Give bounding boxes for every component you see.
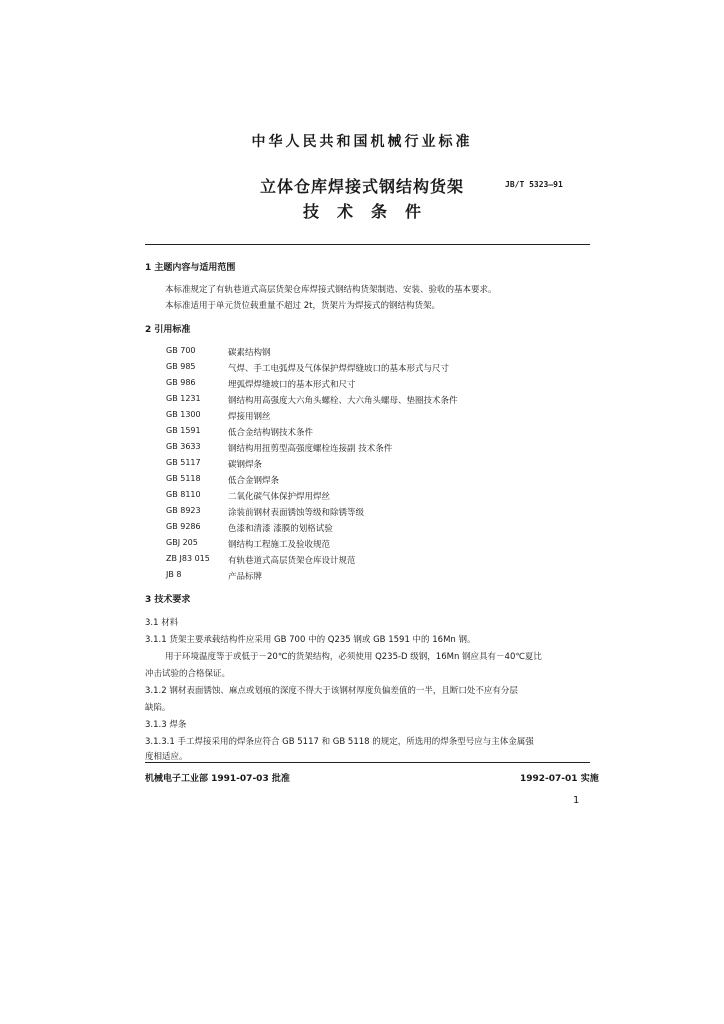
clause-3-1-1-line-2: 用于环境温度等于或低于－20℃的货架结构，必须使用 Q235-D 级钢，16Mn 钢应具有－40℃夏比 [165, 652, 542, 662]
ref-name: 埋弧焊焊缝坡口的基本形式和尺寸 [228, 380, 356, 390]
ref-name: 产品标牌 [228, 572, 263, 582]
standard-number: JB/T 5323—91 [505, 180, 563, 189]
section-3-heading: 3 技术要求 [145, 595, 191, 605]
section-1-paragraph-1: 本标准规定了有轨巷道式高层货架仓库焊接式钢结构货架制造、安装、验收的基本要求。 [165, 285, 497, 295]
ref-name: 涂装前钢材表面锈蚀等级和除锈等级 [228, 508, 365, 518]
issuing-organization: 中华人民共和国机械行业标准 [251, 134, 473, 150]
ref-name: 二氧化碳气体保护焊用焊丝 [228, 492, 331, 502]
ref-code: GB 986 [166, 378, 196, 387]
subsection-3-1-3-heading: 3.1.3 焊条 [145, 720, 187, 730]
ref-name: 色漆和清漆 漆膜的划格试验 [228, 524, 333, 534]
subsection-3-1-heading: 3.1 材料 [145, 618, 179, 628]
clause-3-1-1-line-3: 冲击试验的合格保证。 [145, 669, 231, 679]
ref-code: GB 3633 [166, 442, 201, 451]
section-1-paragraph-2: 本标准适用于单元货位载重量不超过 2t，货架片为焊接式的钢结构货架。 [165, 301, 440, 311]
section-2-heading: 2 引用标准 [145, 325, 191, 335]
ref-name: 碳钢焊条 [228, 460, 263, 470]
clause-3-1-1-line-1: 3.1.1 货架主要承载结构件应采用 GB 700 中的 Q235 钢或 GB 1591 中的 16Mn 钢。 [145, 635, 476, 645]
clause-3-1-2-line-1: 3.1.2 钢材表面锈蚀、麻点或划痕的深度不得大于该钢材厚度负偏差值的一半，且断口处不应有分层 [145, 686, 518, 696]
ref-code: GBJ 205 [166, 538, 198, 547]
standard-title-line1: 立体仓库焊接式钢结构货架 [259, 177, 464, 196]
ref-name: 碳素结构钢 [228, 348, 271, 358]
ref-name: 低合金钢焊条 [228, 476, 280, 486]
ref-code: GB 9286 [166, 522, 201, 531]
ref-code: GB 8923 [166, 506, 201, 515]
ref-code: GB 1591 [166, 426, 201, 435]
section-1-heading: 1 主题内容与适用范围 [145, 263, 236, 273]
ref-code: GB 700 [166, 346, 196, 355]
ref-name: 气焊、手工电弧焊及气体保护焊焊缝坡口的基本形式与尺寸 [228, 364, 450, 374]
standard-title-line2: 技术条件 [302, 202, 439, 221]
ref-name: 有轨巷道式高层货架仓库设计规范 [228, 556, 356, 566]
footer-divider [145, 762, 590, 763]
ref-code: GB 5117 [166, 458, 201, 467]
ref-code: GB 1300 [166, 410, 201, 419]
ref-code: JB 8 [166, 570, 182, 579]
ref-code: GB 1231 [166, 394, 201, 403]
header-divider [145, 244, 590, 245]
ref-code: GB 8110 [166, 490, 201, 499]
ref-code: GB 985 [166, 362, 196, 371]
ref-name: 低合金结构钢技术条件 [228, 428, 314, 438]
clause-3-1-3-1-line-2: 度相适应。 [145, 752, 188, 762]
clause-3-1-2-line-2: 缺陷。 [145, 703, 171, 713]
ref-name: 钢结构工程施工及验收规范 [228, 540, 331, 550]
approval-date: 机械电子工业部 1991-07-03 批准 [145, 774, 290, 784]
ref-code: ZB J83 015 [166, 554, 210, 563]
implementation-date: 1992-07-01 实施 [520, 774, 599, 784]
page-number: 1 [573, 795, 580, 806]
ref-code: GB 5118 [166, 474, 201, 483]
clause-3-1-3-1-line-1: 3.1.3.1 手工焊接采用的焊条应符合 GB 5117 和 GB 5118 的规定，所选用的焊条型号应与主体金属强 [145, 737, 534, 747]
ref-name: 焊接用钢丝 [228, 412, 271, 422]
ref-name: 钢结构用高强度大六角头螺栓、大六角头螺母、垫圈技术条件 [228, 396, 458, 406]
ref-name: 钢结构用扭剪型高强度螺栓连接副 技术条件 [228, 444, 393, 454]
